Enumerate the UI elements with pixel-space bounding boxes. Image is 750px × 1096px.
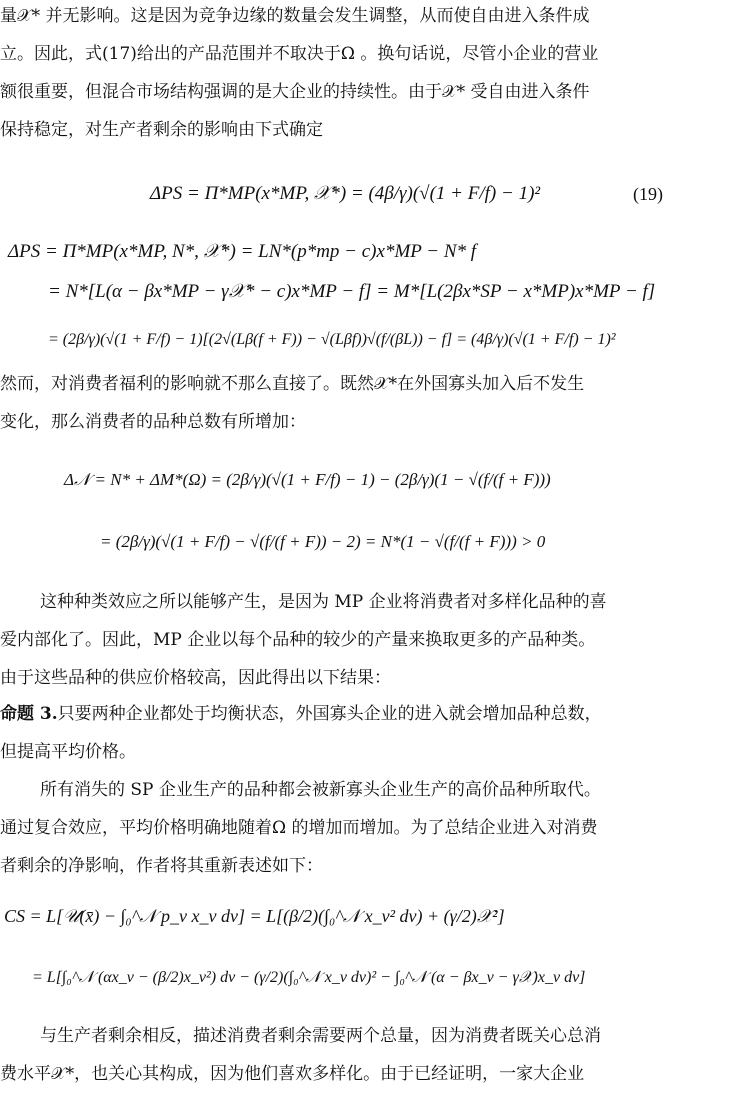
- equation-delta-n-line-1: Δ𝒩 = N* + ΔM*(Ω) = (2β/γ)(√(1 + F/f) − 1) − (2β/γ)(1 − √(f/(f + F))): [64, 470, 551, 489]
- text-line: 通过复合效应，平均价格明确地随着Ω 的增加而增加。为了总结企业进入对消费: [0, 818, 598, 838]
- text-line: 费水平𝒳*，也关心其构成，因为他们喜欢多样化。由于已经证明，一家大企业: [0, 1064, 585, 1084]
- equation-delta-ps-line-3: = (2β/γ)(√(1 + F/f) − 1)[(2√(Lβ(f + F)) − √(Lβf))√(f/(βL)) − f] = (4β/γ)(√(1 + F/f) − 1)²: [48, 331, 616, 348]
- equation-number: (19): [633, 184, 663, 204]
- equation-19: ΔPS = Π*MP(x*MP, 𝒳*) = (4β/γ)(√(1 + F/f) − 1)²: [150, 183, 541, 204]
- text-line: 爱内部化了。因此，MP 企业以每个品种的较少的产量来换取更多的产品种类。: [0, 630, 596, 650]
- text-line: 立。因此，式(17)给出的产品范围并不取决于Ω 。换句话说，尽管小企业的营业: [0, 44, 599, 64]
- text-line: 量𝒳* 并无影响。这是因为竞争边缘的数量会发生调整，从而使自由进入条件成: [0, 6, 590, 26]
- text-line: 变化，那么消费者的品种总数有所增加：: [0, 412, 306, 432]
- proposition-text: 只要两种企业都处于均衡状态，外国寡头企业的进入就会增加品种总数，: [57, 704, 602, 724]
- text-line: 然而，对消费者福利的影响就不那么直接了。既然𝒳*在外国寡头加入后不发生: [0, 374, 585, 394]
- proposition-label: 命题 3.: [0, 704, 58, 724]
- proposition-3: [0, 702, 602, 726]
- equation-cs-line-1: CS = L[𝒰(x̄) − ∫₀^𝒩 p_ν x_ν dν] = L[(β/2)(∫₀^𝒩 x_ν² dν) + (γ/2)𝒳²]: [4, 906, 505, 926]
- text-line: 所有消失的 SP 企业生产的品种都会被新寡头企业生产的高价品种所取代。: [40, 780, 601, 800]
- text-line: 这种种类效应之所以能够产生，是因为 MP 企业将消费者对多样化品种的喜: [40, 592, 607, 612]
- equation-delta-ps-line-2: = N*[L(α − βx*MP − γ𝒳* − c)x*MP − f] = M*[L(2βx*SP − x*MP)x*MP − f]: [48, 281, 656, 302]
- text-line: 与生产者剩余相反，描述消费者剩余需要两个总量，因为消费者既关心总消: [40, 1026, 601, 1046]
- equation-delta-ps-line-1: ΔPS = Π*MP(x*MP, N*, 𝒳*) = LN*(p*mp − c)x*MP − N* f: [8, 241, 477, 262]
- equation-cs-line-2: = L[∫₀^𝒩 (αx_ν − (β/2)x_ν²) dν − (γ/2)(∫₀^𝒩 x_ν dν)² − ∫₀^𝒩 (α − βx_ν − γ𝒳)x_ν dν]: [32, 969, 586, 986]
- text-line: 保持稳定，对生产者剩余的影响由下式确定: [0, 120, 323, 140]
- text-line: 者剩余的净影响，作者将其重新表述如下：: [0, 856, 323, 876]
- text-line: 但提高平均价格。: [0, 742, 136, 762]
- equation-delta-n-line-2: = (2β/γ)(√(1 + F/f) − √(f/(f + F)) − 2) = N*(1 − √(f/(f + F))) > 0: [100, 532, 546, 551]
- text-line: 由于这些品种的供应价格较高，因此得出以下结果：: [0, 668, 391, 688]
- text-line: 额很重要，但混合市场结构强调的是大企业的持续性。由于𝒳* 受自由进入条件: [0, 82, 590, 102]
